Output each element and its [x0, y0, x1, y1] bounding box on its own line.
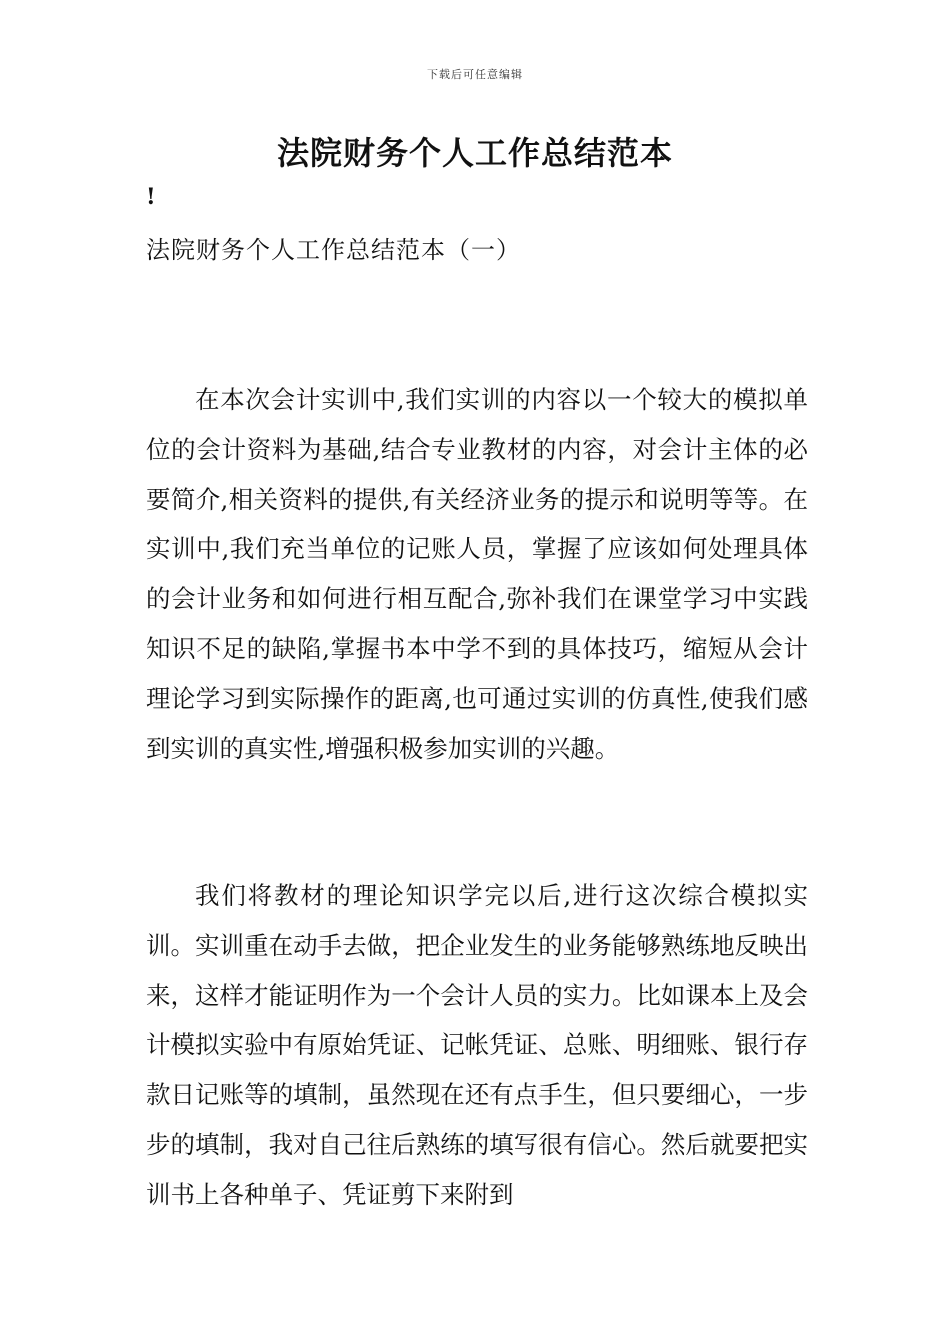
exclamation-mark: ! [146, 184, 156, 210]
header-note: 下载后可任意编辑 [427, 68, 523, 81]
section-subtitle: 法院财务个人工作总结范本（一） [146, 236, 521, 264]
paragraph-2: 我们将教材的理论知识学完以后,进行这次综合模拟实训。实训重在动手去做，把企业发生的业务能够熟练地反映出来，这样才能证明作为一个会计人员的实力。比如课本上及会计模拟实验中有原始凭证、记帐凭证、总账、明细账、银行存款日记账等的填制，虽然现在还有点手生，但只要细心，一步步的填制，我对自己往后熟练的填写很有信心。然后就要把实训书上各种单子、凭证剪下来附到 [146, 881, 808, 1209]
document-title: 法院财务个人工作总结范本 [276, 134, 673, 172]
paragraph-1: 在本次会计实训中,我们实训的内容以一个较大的模拟单位的会计资料为基础,结合专业教材的内容，对会计主体的必要简介,相关资料的提供,有关经济业务的提示和说明等等。在实训中,我们充当单位的记账人员，掌握了应该如何处理具体的会计业务和如何进行相互配合,弥补我们在课堂学习中实践知识不足的缺陷,掌握书本中学不到的具体技巧，缩短从会计理论学习到实际操作的距离,也可通过实训的仿真性,使我们感到实训的真实性,增强积极参加实训的兴趣。 [146, 385, 808, 763]
